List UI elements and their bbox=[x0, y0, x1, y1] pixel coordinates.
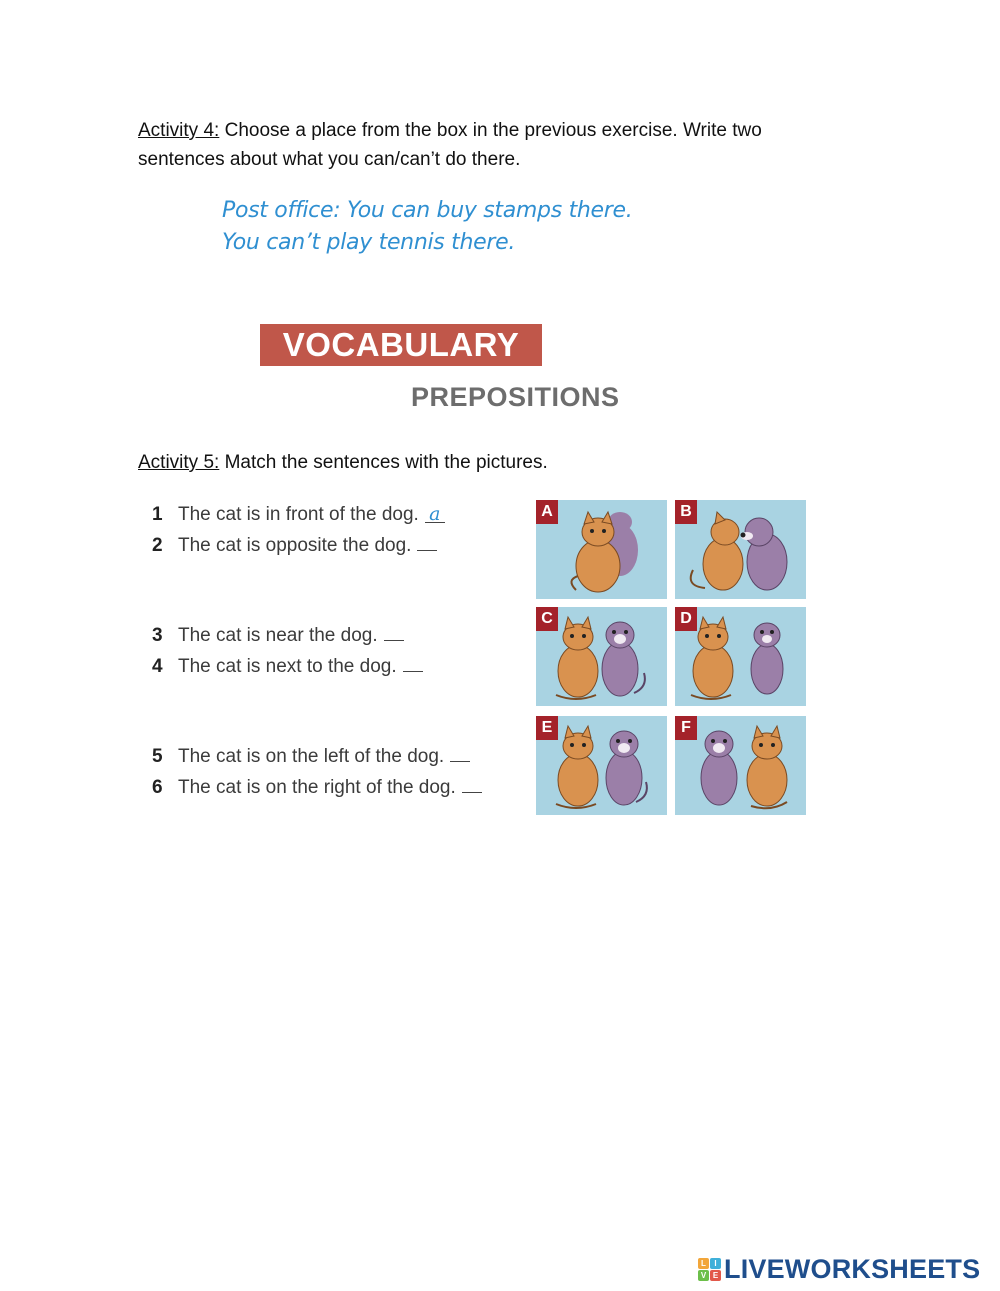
logo-text: LIVEWORKSHEETS bbox=[724, 1253, 981, 1284]
picture-letter: D bbox=[675, 607, 697, 631]
sentence-number: 3 bbox=[152, 625, 163, 646]
activity-5-label: Activity 5: bbox=[138, 452, 220, 473]
sentence-number: 4 bbox=[152, 656, 163, 677]
answer-blank-4[interactable] bbox=[403, 671, 423, 672]
sentence-3 bbox=[152, 625, 404, 647]
picture-d bbox=[675, 607, 806, 706]
example-line-1: Post office: You can buy stamps there. bbox=[222, 198, 633, 223]
sentence-number: 5 bbox=[152, 746, 163, 767]
answer-blank-5[interactable] bbox=[450, 761, 470, 762]
sentence-5 bbox=[152, 746, 470, 768]
sentence-number: 1 bbox=[152, 504, 163, 525]
example-line-2: You can’t play tennis there. bbox=[222, 230, 516, 255]
activity-4-text-line2: sentences about what you can/can’t do there. bbox=[138, 149, 521, 170]
answer-blank-3[interactable] bbox=[384, 640, 404, 641]
logo-mark-letter: I bbox=[710, 1258, 721, 1269]
logo-mark-letter: L bbox=[698, 1258, 709, 1269]
activity-5-instruction bbox=[138, 448, 548, 477]
activity-4-text: Choose a place from the box in the previous exercise. Write two bbox=[219, 120, 762, 141]
picture-f bbox=[675, 716, 806, 815]
logo-mark-icon bbox=[698, 1258, 721, 1281]
picture-letter: B bbox=[675, 500, 697, 524]
activity-4-example bbox=[222, 195, 632, 259]
activity-5-text: Match the sentences with the pictures. bbox=[219, 452, 548, 473]
answer-blank-6[interactable] bbox=[462, 792, 482, 793]
logo-mark-letter: E bbox=[710, 1270, 721, 1281]
sentence-number: 2 bbox=[152, 535, 163, 556]
picture-a bbox=[536, 500, 667, 599]
activity-4-instruction bbox=[138, 116, 762, 174]
sentence-text: The cat is opposite the dog. bbox=[178, 535, 412, 556]
answer-blank-1[interactable]: a bbox=[425, 506, 445, 523]
prepositions-subtitle: PREPOSITIONS bbox=[411, 382, 620, 412]
sentence-text: The cat is near the dog. bbox=[178, 625, 378, 646]
picture-c bbox=[536, 607, 667, 706]
picture-e bbox=[536, 716, 667, 815]
vocabulary-banner: VOCABULARY bbox=[260, 324, 542, 366]
picture-letter: C bbox=[536, 607, 558, 631]
sentence-text: The cat is in front of the dog. bbox=[178, 504, 419, 525]
answer-blank-2[interactable] bbox=[417, 550, 437, 551]
sentence-number: 6 bbox=[152, 777, 163, 798]
picture-b bbox=[675, 500, 806, 599]
sentence-text: The cat is on the right of the dog. bbox=[178, 777, 456, 798]
activity-4-label: Activity 4: bbox=[138, 120, 220, 141]
picture-letter: F bbox=[675, 716, 697, 740]
sentence-2 bbox=[152, 535, 437, 557]
logo-mark-letter: V bbox=[698, 1270, 709, 1281]
sentence-4 bbox=[152, 656, 423, 678]
liveworksheets-logo bbox=[698, 1253, 980, 1285]
sentence-text: The cat is next to the dog. bbox=[178, 656, 397, 677]
sentence-6 bbox=[152, 777, 482, 799]
sentence-1 bbox=[152, 504, 445, 526]
picture-letter: E bbox=[536, 716, 558, 740]
picture-letter: A bbox=[536, 500, 558, 524]
sentence-text: The cat is on the left of the dog. bbox=[178, 746, 445, 767]
